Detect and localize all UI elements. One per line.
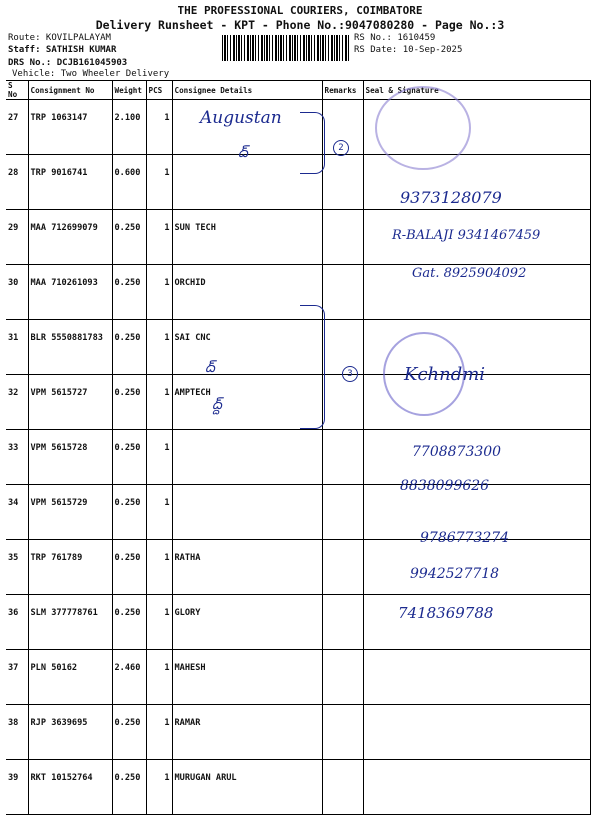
cell-signature <box>363 760 590 815</box>
rs-number: RS No.: 1610459 <box>354 33 436 43</box>
cell-remarks <box>322 265 363 320</box>
vehicle-label: Vehicle: Two Wheeler Delivery <box>12 69 170 79</box>
cell-pcs: 1 <box>146 595 172 650</box>
cell-sno: 36 <box>6 595 28 650</box>
cell-consignee <box>172 485 322 540</box>
signature-35: 7708873300 <box>412 444 502 460</box>
table-row <box>6 705 590 760</box>
cell-consignment-no: MAA 712699079 <box>28 210 112 265</box>
cell-weight: 0.250 <box>112 265 146 320</box>
signature-31: Gat. 8925904092 <box>412 266 527 281</box>
table-row <box>6 375 590 430</box>
cell-sno: 37 <box>6 650 28 705</box>
cell-remarks <box>322 210 363 265</box>
col-header-weight: Weight <box>112 81 146 100</box>
cell-consignment-no: PLN 50162 <box>28 650 112 705</box>
cell-weight: 0.250 <box>112 210 146 265</box>
runsheet-table <box>6 80 591 815</box>
cell-pcs: 1 <box>146 540 172 595</box>
cell-remarks <box>322 155 363 210</box>
cell-consignment-no: TRP 9016741 <box>28 155 112 210</box>
signature-29: 9373128079 <box>400 188 502 207</box>
cell-remarks <box>322 760 363 815</box>
cell-consignee <box>172 430 322 485</box>
col-header-signature: Seal & Signature <box>363 81 590 100</box>
cell-pcs: 1 <box>146 320 172 375</box>
handwritten-tick-28: ద్ <box>238 145 248 161</box>
route-label: Route: KOVILPALAYAM <box>8 33 111 43</box>
cell-pcs: 1 <box>146 705 172 760</box>
table-row <box>6 760 590 815</box>
cell-sno: 31 <box>6 320 28 375</box>
col-header-pcs: PCS <box>146 81 172 100</box>
table-row <box>6 100 590 155</box>
cell-pcs: 1 <box>146 375 172 430</box>
cell-consignment-no: BLR 5550881783 <box>28 320 112 375</box>
cell-weight: 0.250 <box>112 485 146 540</box>
cell-weight: 0.250 <box>112 705 146 760</box>
cell-remarks <box>322 430 363 485</box>
cell-consignment-no: VPM 5615728 <box>28 430 112 485</box>
table-row <box>6 155 590 210</box>
table-row <box>6 320 590 375</box>
cell-pcs: 1 <box>146 155 172 210</box>
cell-weight: 0.600 <box>112 155 146 210</box>
cell-weight: 0.250 <box>112 540 146 595</box>
cell-consignment-no: TRP 1063147 <box>28 100 112 155</box>
cell-sno: 30 <box>6 265 28 320</box>
cell-remarks <box>322 705 363 760</box>
cell-sno: 35 <box>6 540 28 595</box>
handwritten-name: Augustan <box>200 108 282 128</box>
cell-signature <box>363 650 590 705</box>
handwritten-tick-33: ద్ <box>205 360 215 376</box>
cell-remarks <box>322 595 363 650</box>
cell-weight: 0.250 <box>112 375 146 430</box>
cell-consignment-no: VPM 5615727 <box>28 375 112 430</box>
signature-37: 9786773274 <box>420 530 510 546</box>
cell-consignment-no: SLM 377778761 <box>28 595 112 650</box>
cell-sno: 27 <box>6 100 28 155</box>
rs-date: RS Date: 10-Sep-2025 <box>354 45 463 55</box>
cell-consignee: GLORY <box>172 595 322 650</box>
cell-consignee: SAI CNC <box>172 320 322 375</box>
cell-sno: 33 <box>6 430 28 485</box>
cell-sno: 34 <box>6 485 28 540</box>
runsheet-subtitle: Delivery Runsheet - KPT - Phone No.:9047080280 - Page No.:3 <box>95 18 505 32</box>
cell-signature <box>363 705 590 760</box>
cell-consignment-no: VPM 5615729 <box>28 485 112 540</box>
cell-weight: 0.250 <box>112 320 146 375</box>
col-header-sno: S No <box>6 81 28 100</box>
cell-consignment-no: MAA 710261093 <box>28 265 112 320</box>
circled-count-2: 3 <box>342 366 358 382</box>
table-header-row <box>6 81 590 100</box>
cell-consignee: RATHA <box>172 540 322 595</box>
cell-weight: 0.250 <box>112 595 146 650</box>
cell-consignee: MAHESH <box>172 650 322 705</box>
cell-weight: 0.250 <box>112 430 146 485</box>
cell-remarks <box>322 375 363 430</box>
cell-consignee: MURUGAN ARUL <box>172 760 322 815</box>
cell-pcs: 1 <box>146 430 172 485</box>
cell-sno: 29 <box>6 210 28 265</box>
cell-sno: 38 <box>6 705 28 760</box>
cell-consignee: ORCHID <box>172 265 322 320</box>
cell-sno: 32 <box>6 375 28 430</box>
cell-remarks <box>322 540 363 595</box>
company-seal-stamp <box>375 86 471 170</box>
cell-signature <box>363 595 590 650</box>
barcode <box>222 35 350 61</box>
cell-remarks <box>322 485 363 540</box>
drs-label: DRS No.: DCJB161045903 <box>8 58 128 68</box>
cell-consignment-no: RJP 3639695 <box>28 705 112 760</box>
table-row <box>6 650 590 705</box>
signature-36: 8838099626 <box>400 478 490 494</box>
cell-pcs: 1 <box>146 265 172 320</box>
circled-count-1: 2 <box>333 140 349 156</box>
cell-consignment-no: RKT 10152764 <box>28 760 112 815</box>
cell-sno: 39 <box>6 760 28 815</box>
company-title: THE PROFESSIONAL COURIERS, COIMBATORE <box>177 4 423 17</box>
cell-pcs: 1 <box>146 100 172 155</box>
cell-remarks <box>322 320 363 375</box>
signature-30: R-BALAJI 9341467459 <box>392 228 541 243</box>
cell-consignee: SUN TECH <box>172 210 322 265</box>
cell-pcs: 1 <box>146 485 172 540</box>
table-row <box>6 430 590 485</box>
cell-consignee: AMPTECH <box>172 375 322 430</box>
signature-39: 7418369788 <box>398 604 494 622</box>
table-row <box>6 595 590 650</box>
col-header-consignee: Consignee Details <box>172 81 322 100</box>
cell-weight: 2.460 <box>112 650 146 705</box>
cell-pcs: 1 <box>146 760 172 815</box>
cell-weight: 2.100 <box>112 100 146 155</box>
signature-33: Kchndmi <box>404 364 486 385</box>
cell-remarks <box>322 650 363 705</box>
signature-38: 9942527718 <box>410 566 500 582</box>
staff-label: Staff: SATHISH KUMAR <box>8 45 117 55</box>
cell-consignee: RAMAR <box>172 705 322 760</box>
cell-sno: 28 <box>6 155 28 210</box>
col-header-consignment: Consignment No <box>28 81 112 100</box>
bracket-mark-2 <box>300 305 325 429</box>
cell-weight: 0.250 <box>112 760 146 815</box>
table-row <box>6 540 590 595</box>
col-header-remarks: Remarks <box>322 81 363 100</box>
cell-consignment-no: TRP 761789 <box>28 540 112 595</box>
cell-pcs: 1 <box>146 650 172 705</box>
bracket-mark-1 <box>300 112 325 174</box>
cell-pcs: 1 <box>146 210 172 265</box>
handwritten-tick-34: ద్ద్ <box>212 397 222 413</box>
